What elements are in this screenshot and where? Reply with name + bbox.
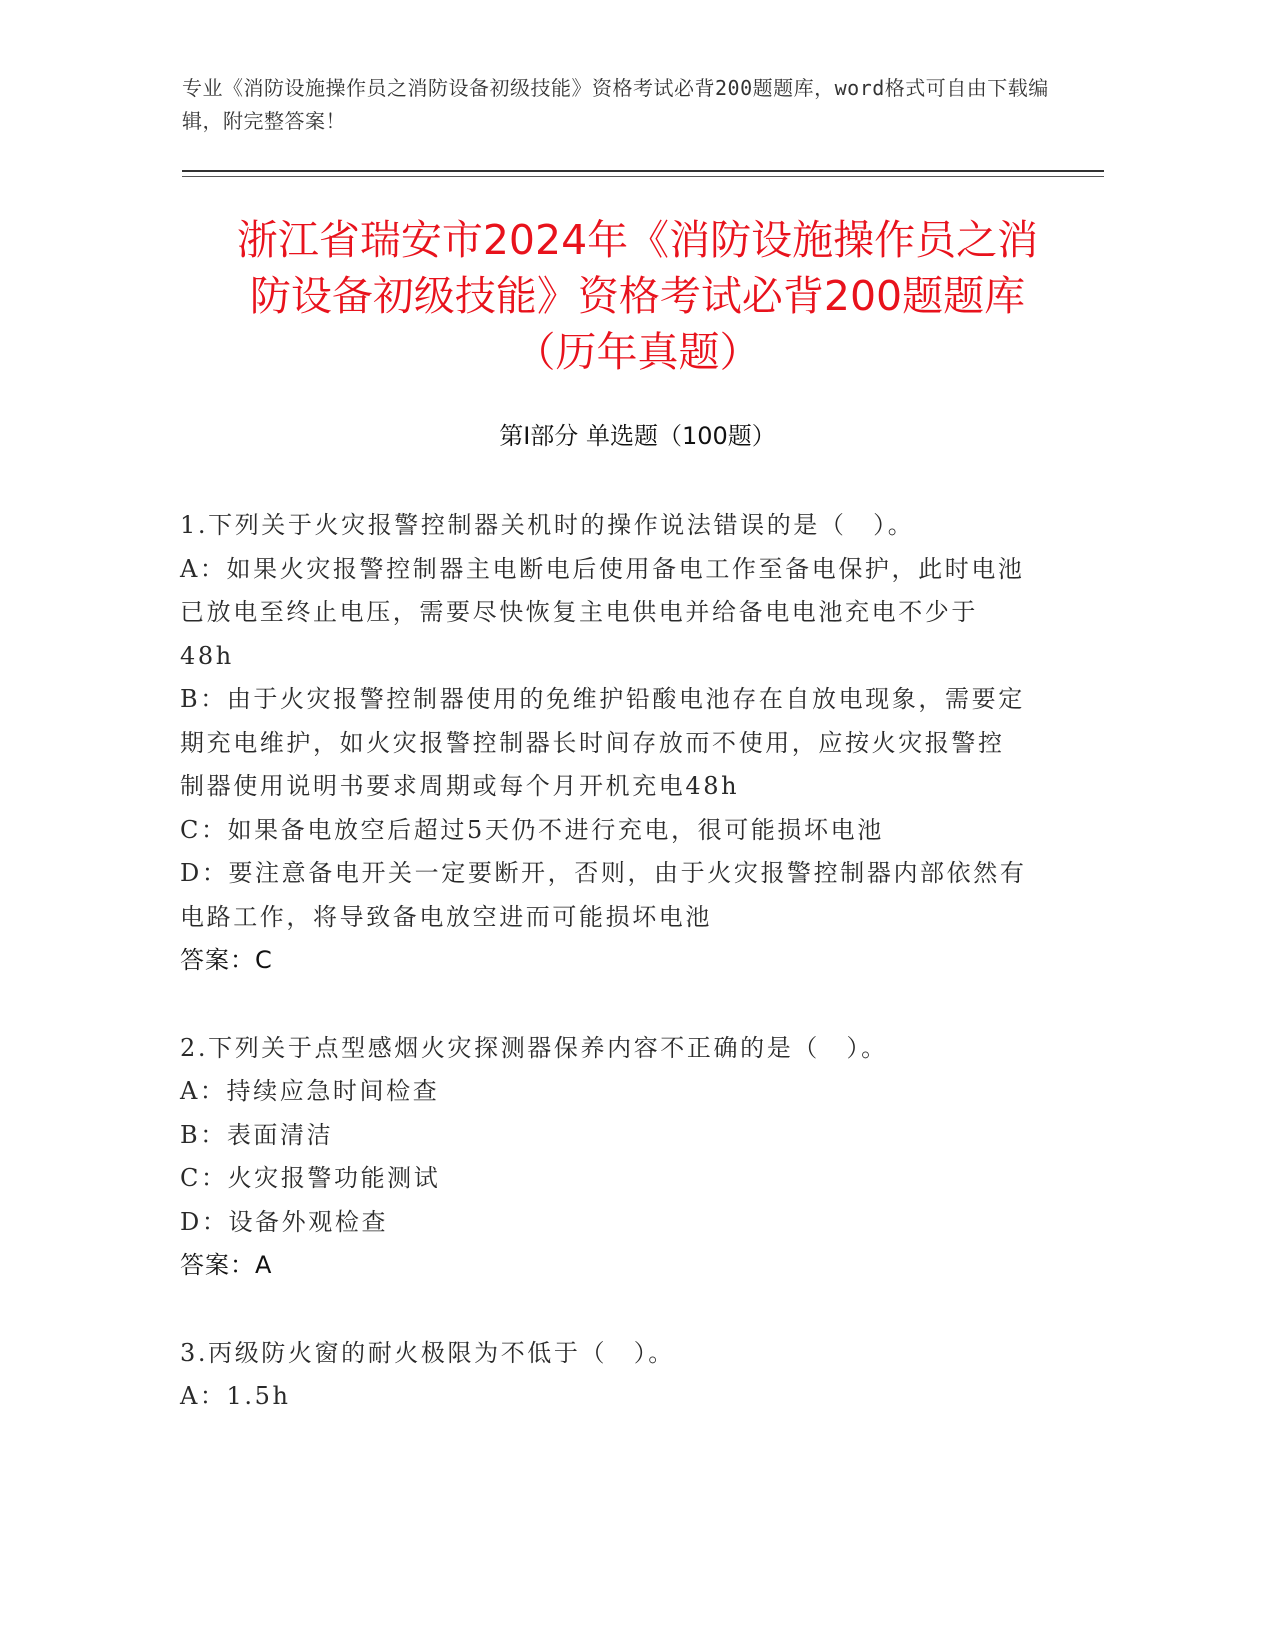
question-3 bbox=[180, 1332, 1030, 1419]
answer-label: 答案：C bbox=[180, 946, 273, 974]
option-b: B：由于火灾报警控制器使用的免维护铅酸电池存在自放电现象，需要定期充电维护，如火灾报警控制器长时间存放而不使用，应按火灾报警控制器使用说明书要求周期或每个月开机充电48h bbox=[180, 685, 1025, 800]
header-note: 专业《消防设施操作员之消防设备初级技能》资格考试必背200题题库，word格式可自由下载编辑，附完整答案！ bbox=[182, 76, 1049, 133]
question-2 bbox=[180, 1027, 1030, 1288]
option-a: A：1.5h bbox=[180, 1382, 291, 1410]
document-title bbox=[170, 212, 1105, 380]
option-d: D：设备外观检查 bbox=[180, 1207, 389, 1236]
question-stem: 2.下列关于点型感烟火灾探测器保养内容不正确的是（ ）。 bbox=[180, 1033, 888, 1062]
header-divider-thick bbox=[182, 170, 1104, 172]
option-b: B：表面清洁 bbox=[180, 1120, 334, 1149]
option-c: C：火灾报警功能测试 bbox=[180, 1164, 441, 1192]
option-d: D：要注意备电开关一定要断开，否则，由于火灾报警控制器内部依然有电路工作，将导致备电放空进而可能损坏电池 bbox=[180, 859, 1027, 931]
document-title-line-1: 浙江省瑞安市2024年《消防设施操作员之消 bbox=[236, 216, 1039, 264]
option-c: C：如果备电放空后超过5天仍不进行充电，很可能损坏电池 bbox=[180, 815, 884, 844]
section-heading: 第Ⅰ部分 单选题（100题） bbox=[499, 422, 776, 450]
answer-label: 答案：A bbox=[180, 1251, 273, 1279]
question-list bbox=[180, 504, 1030, 1463]
question-stem: 1.下列关于火灾报警控制器关机时的操作说法错误的是（ ）。 bbox=[180, 511, 915, 539]
question-stem: 3.丙级防火窗的耐火极限为不低于（ ）。 bbox=[180, 1338, 675, 1367]
option-a: A：如果火灾报警控制器主电断电后使用备电工作至备电保护，此时电池已放电至终止电压，需要尽快恢复主电供电并给备电电池充电不少于48h bbox=[180, 554, 1025, 670]
question-1 bbox=[180, 504, 1030, 983]
option-a: A：持续应急时间检查 bbox=[180, 1077, 440, 1105]
header-divider-thin bbox=[182, 176, 1104, 177]
document-title-line-2: 防设备初级技能》资格考试必背200题题库 bbox=[249, 272, 1026, 320]
document-title-line-3: （历年真题） bbox=[514, 328, 761, 376]
